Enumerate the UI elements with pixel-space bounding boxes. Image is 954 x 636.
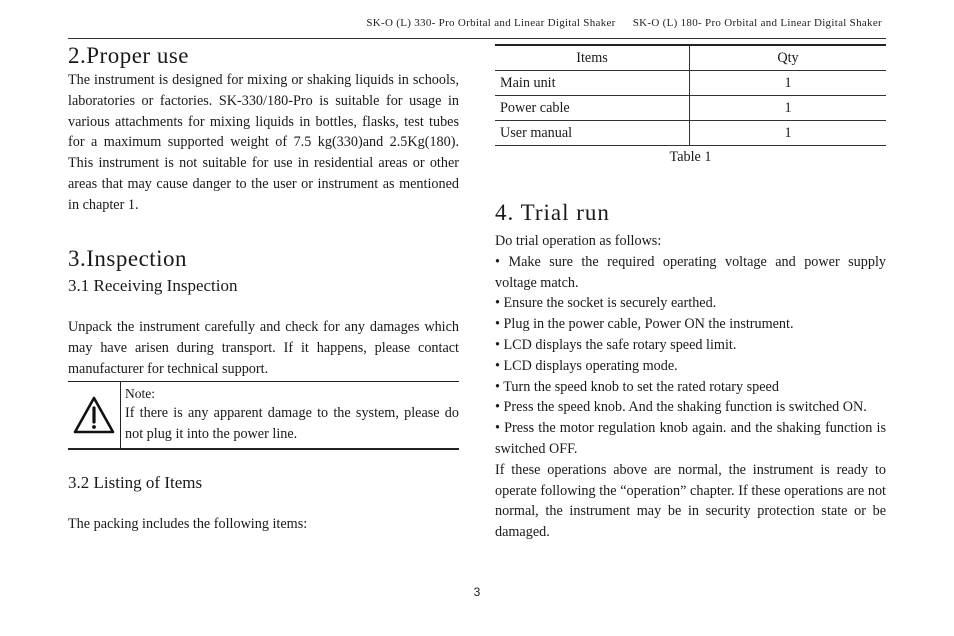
list-item: • Turn the speed knob to set the rated rotary speed <box>495 378 779 395</box>
table-cell-qty: 1 <box>690 121 887 146</box>
trial-run-conclusion: If these operations above are normal, the instrument is ready to operate following the “operation” chapter. If these operations are not normal, the instrument may be in security protection state or be damaged. <box>495 461 886 541</box>
section-proper-use <box>68 42 459 216</box>
trial-run-content <box>495 231 886 543</box>
trial-run-intro: Do trial operation as follows: <box>495 233 662 249</box>
list-item: • Make sure the required operating voltage and power supply voltage match. <box>495 253 886 291</box>
note-box <box>68 381 459 450</box>
table-cell-item: User manual <box>495 121 690 146</box>
list-item: • Plug in the power cable, Power ON the instrument. <box>495 316 794 333</box>
header-model-180: SK-O (L) 180- Pro Orbital and Linear Digital Shaker <box>632 17 882 29</box>
section-title-trial-run: 4. Trial run <box>495 200 610 225</box>
receiving-inspection-body: Unpack the instrument carefully and check for any damages which may have arisen during transport. If it happens, please contact manufacturer for technical support. <box>68 319 459 377</box>
table-row <box>495 71 886 96</box>
table-row <box>495 121 886 146</box>
list-item: • Ensure the socket is securely earthed. <box>495 295 717 312</box>
table-caption: Table 1 <box>669 149 712 165</box>
note-content <box>121 382 459 448</box>
note-body: If there is any apparent damage to the system, please do not plug it into the power line. <box>125 405 459 442</box>
left-column <box>68 42 459 532</box>
list-item: • LCD displays the safe rotary speed limit. <box>495 336 737 353</box>
table-cell-item: Power cable <box>495 96 690 121</box>
right-column <box>495 44 886 541</box>
section-title-proper-use: 2.Proper use <box>68 43 189 68</box>
listing-items-body: The packing includes the following items: <box>68 516 308 532</box>
header-rule <box>68 38 886 39</box>
proper-use-body: The instrument is designed for mixing or shaking liquids in schools, laboratories or factories. SK-330/180-Pro is suitable for usage in various attachments for mixing liquids in bottles, flasks, test tubes for a maximum supported weight of 7.5 kg(330)and 2.5Kg(180). This instrument is not suitable for use in residential areas or other areas that may cause danger to the user or instrument as mentioned in chapter 1. <box>68 72 459 213</box>
subsection-title-listing: 3.2 Listing of Items <box>68 473 203 492</box>
page-number: 3 <box>473 585 481 599</box>
table-header-row <box>495 45 886 71</box>
subsection-title-receiving: 3.1 Receiving Inspection <box>68 276 238 295</box>
table-cell-qty: 1 <box>690 71 887 96</box>
list-item: • Press the speed knob. And the shaking function is switched ON. <box>495 399 867 416</box>
running-header <box>0 17 882 29</box>
table-header-qty: Qty <box>690 45 887 71</box>
table-header-items: Items <box>495 45 690 71</box>
note-title: Note: <box>125 386 155 401</box>
warning-icon <box>68 382 121 448</box>
table-cell-qty: 1 <box>690 96 887 121</box>
section-trial-run <box>495 199 886 543</box>
list-item: • Press the motor regulation knob again. and the shaking function is switched OFF. <box>495 420 886 457</box>
list-item: • LCD displays operating mode. <box>495 357 678 374</box>
section-title-inspection: 3.Inspection <box>68 246 188 271</box>
table-cell-item: Main unit <box>495 71 690 96</box>
header-model-330: SK-O (L) 330- Pro Orbital and Linear Digital Shaker <box>366 17 616 29</box>
table-row <box>495 96 886 121</box>
items-table <box>495 44 886 146</box>
